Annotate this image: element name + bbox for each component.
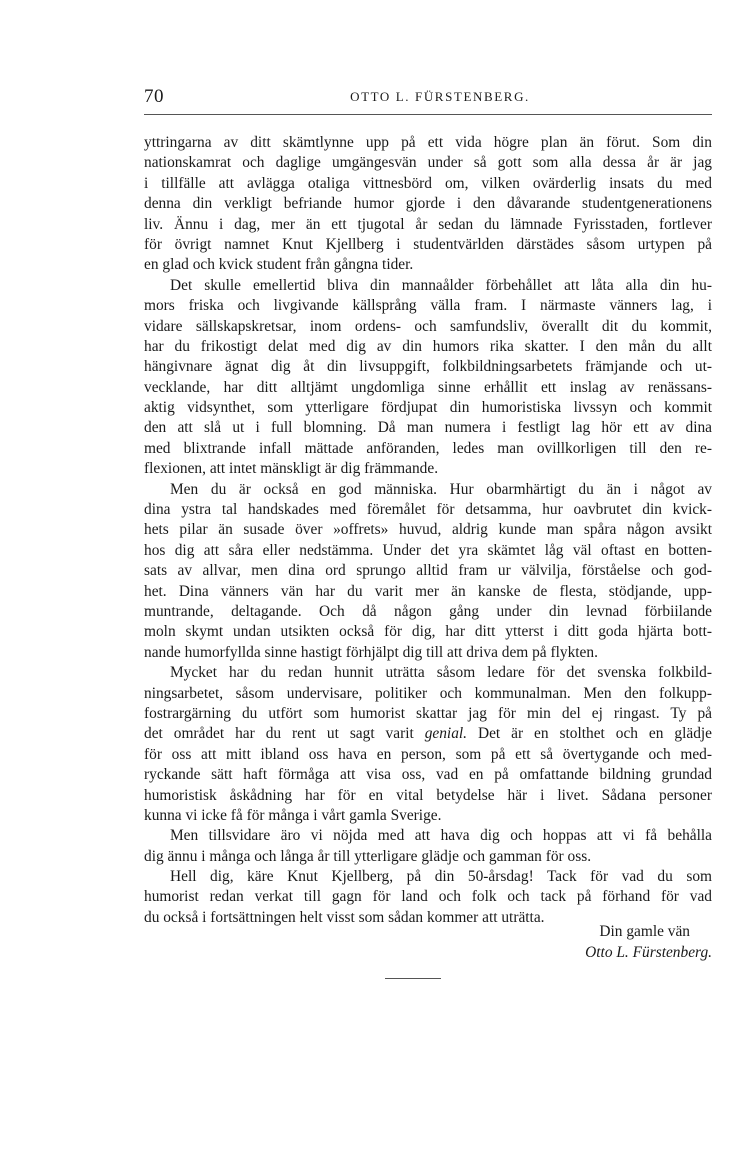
- text-line: liv. Ännu i dag, mer än ett tjugotal år sedan du lämnade Fyrisstaden, fortlever: [144, 215, 712, 233]
- text-line: yttringarna av ditt skämtlynne upp på ett vida högre plan än förut. Som din: [144, 134, 712, 151]
- text-line: har du frikostigt delat med dig av din humors rika skatter. I den mån du allt: [144, 337, 712, 355]
- text-line: hängivnare ägnat dig åt din livsuppgift, folkbildningsarbetets främjande och ut-: [144, 358, 712, 376]
- text-line: vecklande, har ditt alltjämt ungdomliga sinne erhållit ett inslag av renässans-: [144, 378, 712, 396]
- text-line: en glad och kvick student från gångna tider.: [144, 256, 414, 274]
- text-line: ningsarbetet, såsom undervisare, politiker och kommunalman. Men den folkupp-: [144, 684, 712, 702]
- page-header: [144, 86, 712, 116]
- text-line: mors friska och livgivande källsprång välla fram. I närmaste vänners lag, i: [144, 297, 712, 315]
- header-rule: [144, 114, 712, 115]
- text-line: för övrigt namnet Knut Kjellberg i studentvärlden därstädes såsom urtypen på: [144, 235, 712, 253]
- text-line: fostrargärning du utfört som humorist skattar jag för min del ej ringast. Ty på: [144, 704, 712, 722]
- text-line: hos dig att såra eller nedstämma. Under det yra skämtet låg väl oftast en botten-: [144, 541, 712, 559]
- text-line: aktig vidsynthet, som ytterligare fördjupat din humoristiska livssyn och kommit: [144, 399, 712, 417]
- text-line: Hell dig, käre Knut Kjellberg, på din 50-årsdag! Tack för vad du som: [170, 868, 712, 886]
- closing-salutation: Din gamle vän: [599, 923, 690, 940]
- text-line: nationskamrat och daglige umgängesvän under så gott som alla dessa år är jag: [144, 154, 712, 172]
- end-rule: [385, 978, 441, 979]
- text-line: moln skymt undan utsikten också för dig, har ditt ytterst i ditt goda hjärta bott-: [144, 623, 712, 641]
- text-line: dina ystra tal handskades med föremålet för detsamma, hur oavbrutet din kvick-: [144, 501, 712, 519]
- text-line: Men du är också en god människa. Hur obarmhärtigt du än i något av: [170, 480, 712, 498]
- text-line: humorist redan verkat till gagn för land och folk och tack på förhand för vad: [144, 888, 712, 906]
- text-line: Men tillsvidare äro vi nöjda med att hava dig och hoppas att vi få behålla: [170, 827, 712, 845]
- text-line: Mycket har du redan hunnit uträtta såsom ledare för det svenska folkbild-: [170, 664, 712, 682]
- text-line: kunna vi icke få för många i vårt gamla Sverige.: [144, 806, 442, 824]
- text-line: ryckande sätt haft förmåga att visa oss, vad en på omfattande bildning grundad: [144, 766, 712, 784]
- text-line: denna din verkligt befriande humor gjorde i den dåvarande studentgenerationens: [144, 195, 712, 213]
- text-line: hets pilar än susade över »offrets» huvud, aldrig kunde man spåra någon avsikt: [144, 521, 712, 539]
- text-line: med blixtrande infall mättade anföranden, ledes man ovillkorligen till den re-: [144, 439, 712, 457]
- page-number: 70: [144, 86, 164, 107]
- closing-block: [144, 921, 712, 963]
- text-line: Det skulle emellertid bliva din mannaålder förbehållet att låta alla din hu-: [170, 276, 712, 294]
- text-line: muntrande, deltagande. Och då någon gång under din levnad förbiilande: [144, 602, 712, 620]
- text-line: du också i fortsättningen helt visst som sådan kommer att uträtta.: [144, 908, 545, 926]
- text-line: den att slå ut i full blomning. Då man numera i festligt lag hör ett av dina: [144, 419, 712, 437]
- running-head: OTTO L. FÜRSTENBERG.: [350, 89, 530, 104]
- text-line: vidare sällskapskretsar, inom ordens- och samfundsliv, överallt dit du kommit,: [144, 317, 712, 335]
- body-text: [144, 133, 712, 928]
- text-line: för oss att mitt ibland oss hava en person, som på ett så övertygande och med-: [144, 745, 712, 763]
- text-line: sats av allvar, men dina ord sprungo alltid fram ur välvilja, förståelse och god-: [144, 562, 712, 580]
- text-line: dig ännu i många och långa år till ytterligare glädje och gamman för oss.: [144, 847, 592, 865]
- text-line: i tillfälle att avlägga otaliga vittnesbörd om, vilken ovärderlig insats du med: [144, 174, 712, 192]
- text-line: humoristisk åskådning har för en vital betydelse här i livet. Sådana personer: [144, 786, 712, 804]
- text-line: nande humorfyllda sinne hastigt förhjälpt dig till att driva dem på flykten.: [144, 643, 598, 661]
- text-line: het. Dina vänners vän har du varit mer än kanske de flesta, stödjande, upp-: [144, 582, 712, 600]
- text-line: det området har du rent ut sagt varit genial. Det är en stolthet och en glädje: [144, 725, 712, 743]
- emphasized-word: genial.: [424, 725, 468, 743]
- text-line: flexionen, att intet mänskligt är dig främmande.: [144, 460, 439, 478]
- author-signature: Otto L. Fürstenberg.: [585, 944, 712, 961]
